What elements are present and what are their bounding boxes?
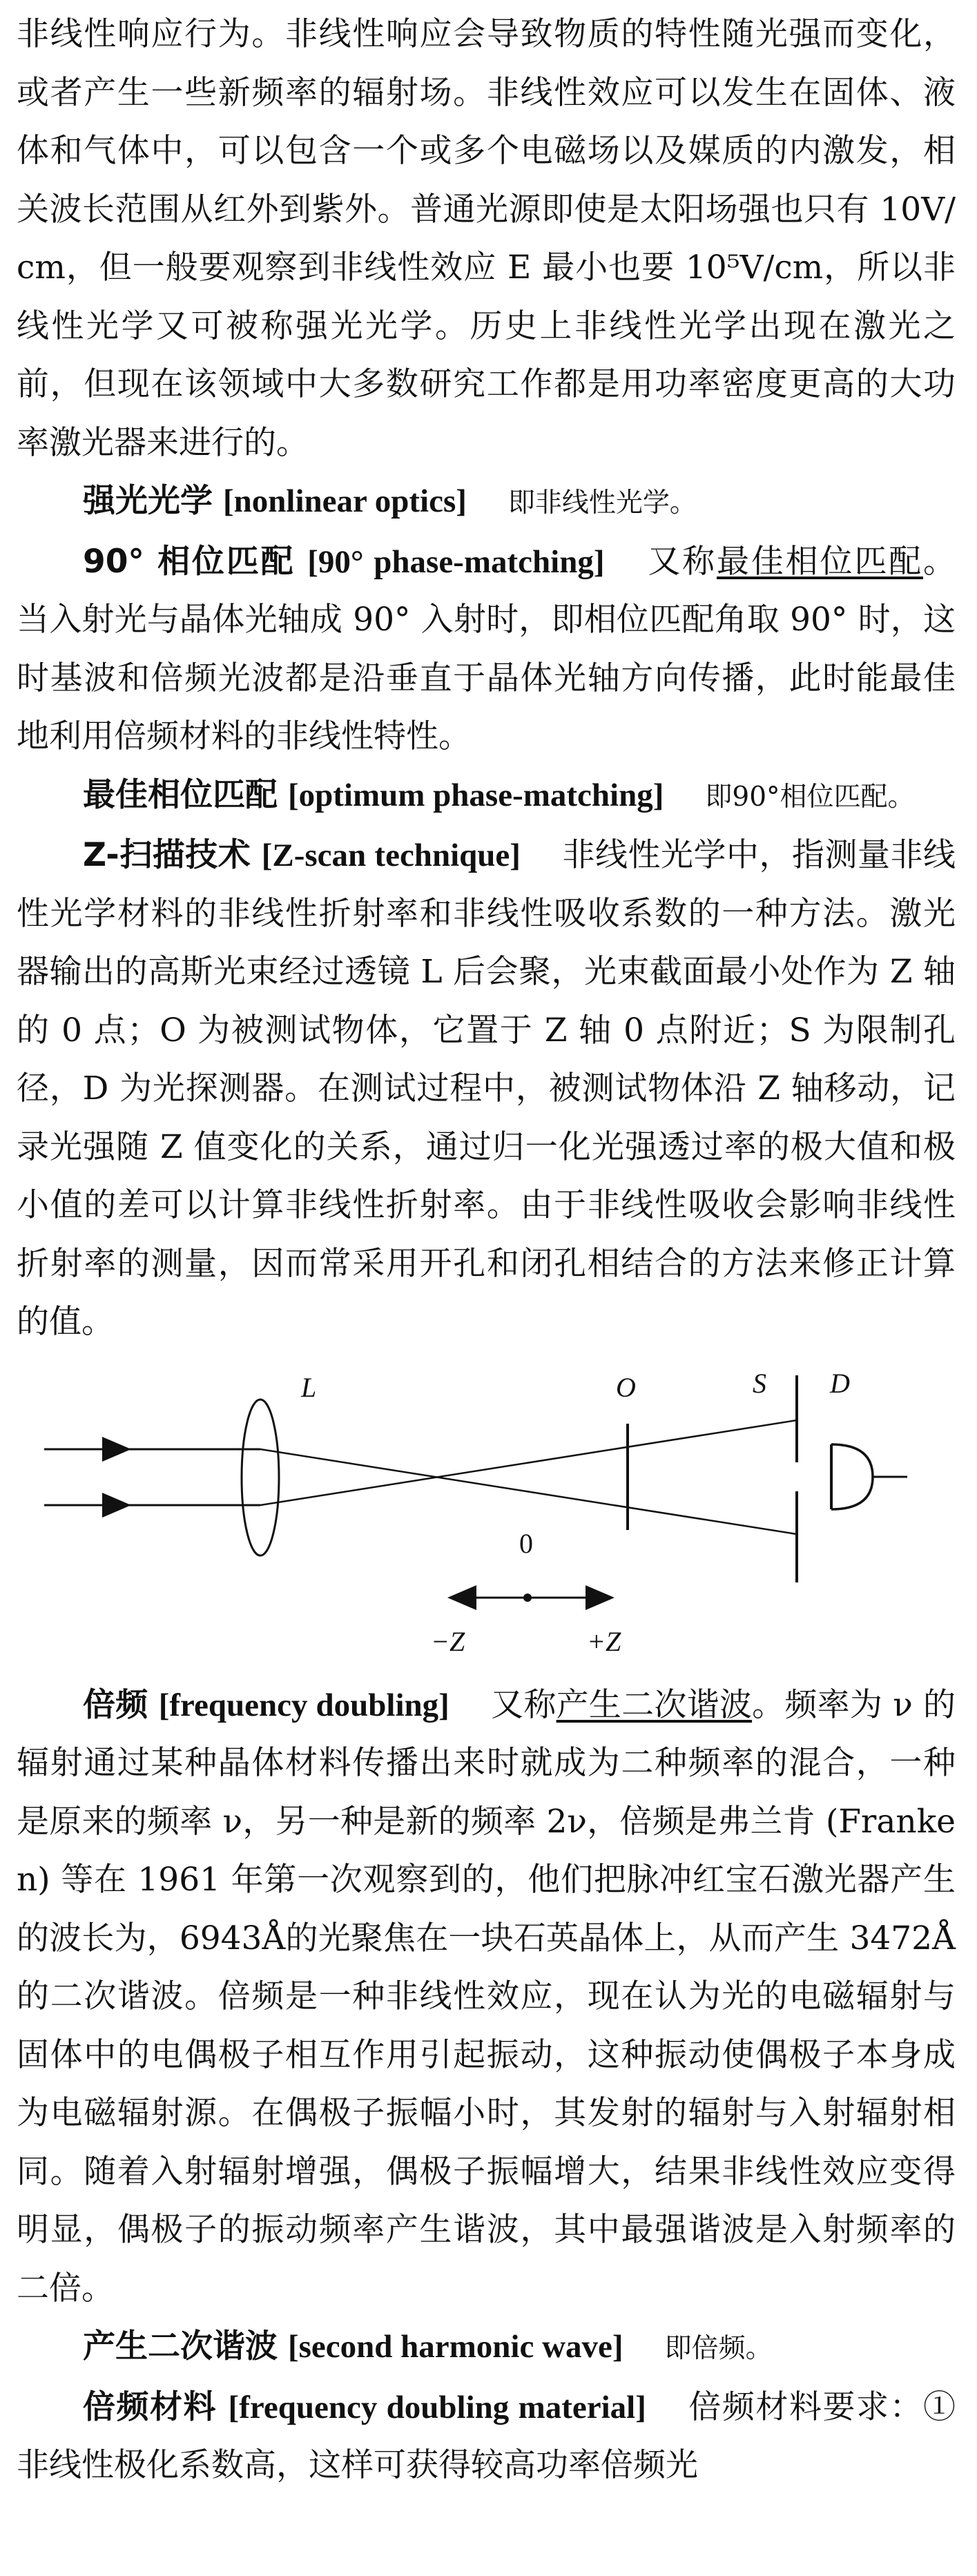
label-minus-z: −Z	[431, 1625, 465, 1657]
entry-z-scan-technique	[17, 826, 956, 1352]
entry-second-harmonic-wave	[17, 2318, 956, 2379]
entry-definition: 即倍频。	[664, 2333, 773, 2364]
entry-nonlinear-optics	[17, 472, 956, 533]
entry-english: [frequency doubling material]	[228, 2389, 646, 2425]
label-detector: D	[830, 1367, 850, 1399]
label-plus-z: +Z	[587, 1625, 621, 1657]
entry-term: 倍频	[83, 1685, 148, 1724]
entry-english: [frequency doubling]	[158, 1687, 449, 1723]
entry-definition: 。当入射光与晶体光轴成 90° 入射时，即相位匹配角取 90° 时，这时基波和倍频光波都是沿垂直于晶体光轴方向传播，此时能最佳地利用倍频材料的非线性特性。	[17, 542, 956, 755]
entry-optimum-phase-matching	[17, 766, 956, 827]
entry-definition: 非线性光学中，指测量非线性光学材料的非线性折射率和非线性吸收系数的一种方法。激光器输出的高斯光束经过透镜 L 后会聚，光束截面最小处作为 Z 轴的 0 点；O 为被测试物体，它置于 Z 轴 0 点附近；S 为限制孔径，D 为光探测器。在测试过程中，被测试物体沿 Z 轴移动，记录光强随 Z 值变化的关系，通过归一化光强透过率的极大值和极小值的差可以计算非线性折射率。由于非线性吸收会影响非线性折射率的测量，因而常采用开孔和闭孔相结合的方法来修正计算的值。	[17, 836, 956, 1341]
label-lens: L	[301, 1371, 317, 1403]
entry-english: [second harmonic wave]	[287, 2329, 623, 2365]
entry-term: 产生二次谐波	[83, 2327, 278, 2365]
entry-term: 强光光学	[83, 482, 213, 520]
entry-definition: 。频率为 ν 的辐射通过某种晶体材料传播出来时就成为二种频率的混合，一种是原来的频率 ν，另一种是新的频率 2ν，倍频是弗兰肯 (Franken) 等在 1961 年第一次观察到的，他们把脉冲红宝石激光器产生的波长为，6943Å的光聚焦在一块石英晶体上，从而产生 3472Å的二次谐波。倍频是一种非线性效应，现在认为光的电磁辐射与固体中的电偶极子相互作用引起振动，这种振动使偶极子本身成为电磁辐射源。在偶极子振幅小时，其发射的辐射与入射辐射相同。随着入射辐射增强，偶极子振幅增大，结果非线性效应变得明显，偶极子的振动频率产生谐波，其中最强谐波是入射频率的二倍。	[17, 1685, 956, 2307]
entry-frequency-doubling-material	[17, 2379, 956, 2495]
z-scan-diagram	[17, 1367, 956, 1664]
cross-reference-link[interactable]: 产生二次谐波	[556, 1685, 753, 1724]
entry-english: [Z-scan technique]	[261, 837, 521, 873]
entry-term: 倍频材料	[83, 2388, 217, 2426]
label-aperture: S	[753, 1367, 766, 1399]
cross-reference-link[interactable]: 最佳相位匹配	[716, 542, 923, 581]
lens-l	[242, 1400, 279, 1556]
entry-definition: 即非线性光学。	[507, 487, 697, 519]
entry-english: [90° phase-matching]	[307, 543, 605, 580]
label-object: O	[616, 1371, 636, 1403]
entry-90-phase-matching	[17, 533, 956, 766]
entry-english: [nonlinear optics]	[222, 483, 467, 519]
entry-prefix: 又称	[646, 542, 717, 581]
entry-term: 最佳相位匹配	[83, 775, 278, 814]
entry-english: [optimum phase-matching]	[287, 777, 664, 813]
z-origin-dot	[523, 1594, 532, 1602]
entry-prefix: 又称	[490, 1685, 557, 1724]
label-zero: 0	[519, 1527, 533, 1559]
entry-definition: 倍频材料要求：①非线性极化系数高，这样可获得较高功率倍频光	[17, 2388, 956, 2484]
intro-paragraph: 非线性响应行为。非线性响应会导致物质的特性随光强而变化，或者产生一些新频率的辐射场。非线性效应可以发生在固体、液体和气体中，可以包含一个或多个电磁场以及媒质的内激发，相关波长范围从红外到紫外。普通光源即使是太阳场强也只有 10V/cm，但一般要观察到非线性效应 E 最小也要 10⁵V/cm，所以非线性光学又可被称强光光学。历史上非线性光学出现在激光之前，但现在该领域中大多数研究工作都是用功率密度更高的大功率激光器来进行的。	[17, 15, 956, 462]
entry-term: 90° 相位匹配	[83, 542, 296, 581]
entry-term: Z-扫描技术	[83, 836, 251, 874]
entry-frequency-doubling	[17, 1676, 956, 2318]
dictionary-page	[17, 6, 956, 2495]
detector-d-body	[831, 1444, 873, 1509]
entry-definition: 即90°相位匹配。	[705, 781, 915, 813]
z-scan-drawing	[17, 1367, 956, 1664]
